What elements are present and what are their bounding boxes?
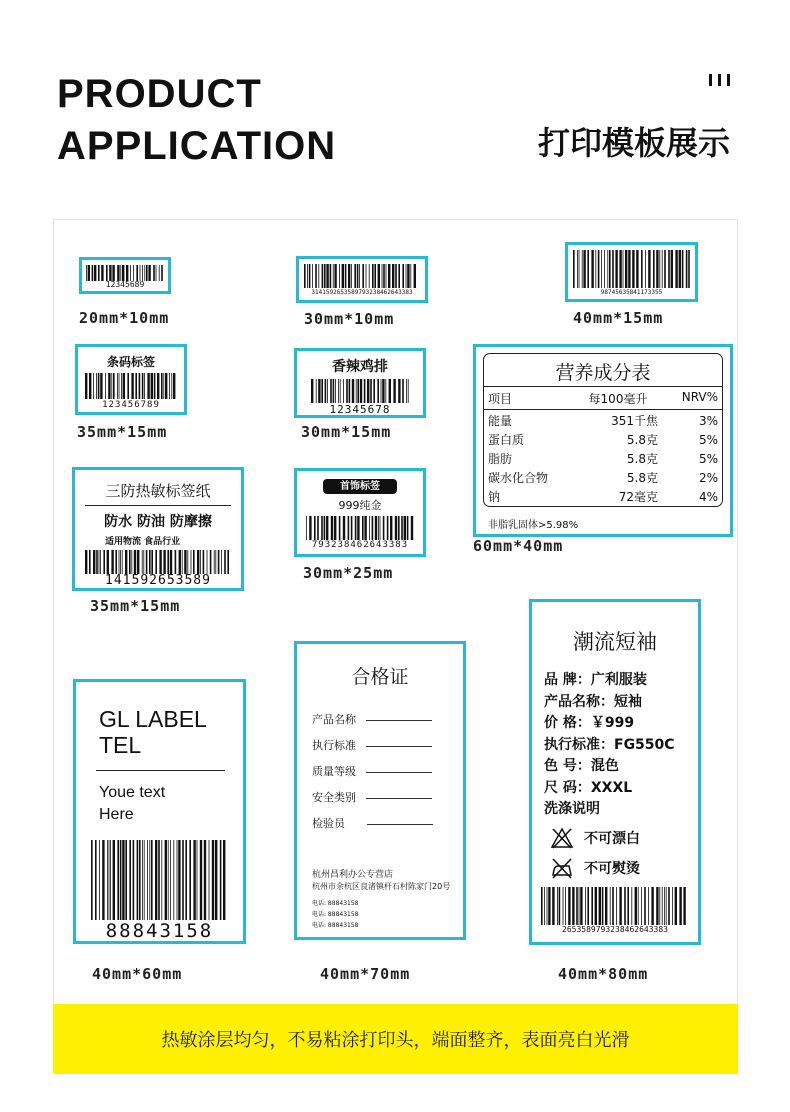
- label-text: Youe text Here: [99, 784, 166, 823]
- barcode-icon: [540, 887, 690, 925]
- size-caption: 40mm*60mm: [92, 965, 183, 983]
- label-subtitle: 999纯金: [338, 499, 382, 512]
- barcode-number: 88843158: [105, 920, 214, 942]
- barcode-icon: [572, 250, 692, 288]
- size-caption: 30mm*15mm: [301, 423, 392, 441]
- label-usage: 适用物流 食品行业: [105, 537, 181, 547]
- barcode-icon: [305, 516, 415, 540]
- label-30x25-jewelry: [294, 468, 426, 557]
- label-35x15-barcode: [75, 344, 187, 415]
- size-caption: 40mm*80mm: [558, 965, 649, 983]
- size-caption: 40mm*70mm: [320, 965, 411, 983]
- certificate-company: 杭州昌利办公专营店 杭州市余杭区良渚镇杆石村陈家门20号: [312, 870, 451, 891]
- label-40x70-certificate: [294, 641, 466, 940]
- barcode-number: 12345689: [105, 280, 145, 289]
- size-caption: 60mm*40mm: [473, 537, 564, 555]
- barcode-number: 141592653589: [105, 573, 211, 588]
- care-item: [550, 827, 698, 849]
- label-40x60: [73, 679, 246, 944]
- size-caption: 35mm*15mm: [90, 597, 181, 615]
- nutrition-row: 能量 351千焦 3%: [488, 414, 718, 428]
- size-caption: 35mm*15mm: [77, 423, 168, 441]
- barcode-icon: [303, 264, 421, 288]
- barcode-icon: [84, 373, 178, 399]
- label-40x15: [565, 242, 698, 302]
- label-name: GL LABEL TEL: [99, 706, 207, 758]
- size-caption: 30mm*25mm: [303, 564, 394, 582]
- nutrition-rows: [484, 410, 722, 509]
- nutrition-note: 非脂乳固体>5.98%: [488, 520, 579, 531]
- nutrition-title: 营养成分表: [484, 354, 722, 387]
- nutrition-row: 碳水化合物 5.8克 2%: [488, 471, 718, 485]
- title-line-2: APPLICATION: [57, 124, 337, 168]
- footer-text: 热敏涂层均匀，不易粘涂打印头，端面整齐，表面亮白光滑: [161, 1030, 630, 1051]
- barcode-number: 98745635841173355: [600, 289, 663, 296]
- label-20x10: [79, 257, 171, 294]
- page-title-en: [57, 68, 336, 172]
- size-caption: 40mm*15mm: [573, 309, 664, 327]
- care-label: 不可熨烫: [584, 860, 640, 877]
- certificate-phones: 电话: 88843158 电话: 88843158 电话: 88843158: [312, 900, 359, 929]
- no-iron-icon: [550, 857, 574, 879]
- certificate-title: 合格证: [351, 666, 409, 688]
- certificate-field: 质量等级: [312, 763, 463, 789]
- label-title: 条码标签: [106, 355, 155, 369]
- label-35x15-thermal: [72, 467, 244, 591]
- size-caption: 30mm*10mm: [304, 310, 395, 328]
- clothing-title: 潮流短袖: [573, 630, 657, 654]
- footer-banner: [53, 1004, 738, 1074]
- certificate-field: 检验员: [312, 815, 463, 841]
- label-30x10: [296, 256, 428, 303]
- nutrition-header: 项目 每100毫升 NRV%: [484, 387, 722, 410]
- label-subtitle: 防水 防油 防摩擦: [104, 514, 212, 530]
- label-40x80-clothing: [529, 599, 701, 945]
- label-30x15-food: [294, 348, 426, 418]
- label-60x40-nutrition: [473, 344, 733, 537]
- clothing-details: 品 牌：广利服装 产品名称：短袖 价 格：￥999 执行标准：FG550C 色 号：混色 尺 码：XXXL 洗涤说明: [544, 672, 675, 817]
- certificate-field: 安全类别: [312, 789, 463, 815]
- size-caption: 20mm*10mm: [79, 309, 170, 327]
- barcode-icon: [84, 550, 232, 574]
- jewelry-badge: 首饰标签: [323, 479, 397, 494]
- nutrition-row: 钠 72毫克 4%: [488, 490, 718, 504]
- nutrition-table: [483, 353, 723, 507]
- label-title: 香辣鸡排: [332, 359, 388, 375]
- barcode-number: 2653589793238462643383: [562, 924, 668, 934]
- barcode-icon: [310, 379, 410, 403]
- barcode-icon: [85, 265, 165, 281]
- title-line-1: PRODUCT: [57, 72, 262, 116]
- certificate-field: 产品名称: [312, 711, 463, 737]
- nutrition-row: 脂肪 5.8克 5%: [488, 452, 718, 466]
- barcode-number: 3141592653589793238462643383: [311, 289, 413, 296]
- barcode-number: 123456789: [102, 400, 160, 410]
- no-bleach-icon: [550, 827, 574, 849]
- decorative-bars-icon: [709, 74, 730, 86]
- nutrition-row: 蛋白质 5.8克 5%: [488, 433, 718, 447]
- barcode-number: 793238462643383: [311, 540, 409, 550]
- page-title-cn: 打印模板展示: [537, 124, 730, 162]
- certificate-field: 执行标准: [312, 737, 463, 763]
- care-item: [550, 857, 698, 879]
- barcode-number: 12345678: [329, 403, 391, 416]
- barcode-icon: [90, 840, 230, 920]
- care-label: 不可漂白: [584, 830, 640, 847]
- certificate-fields: [312, 711, 463, 841]
- label-title: 三防热敏标签纸: [105, 482, 211, 500]
